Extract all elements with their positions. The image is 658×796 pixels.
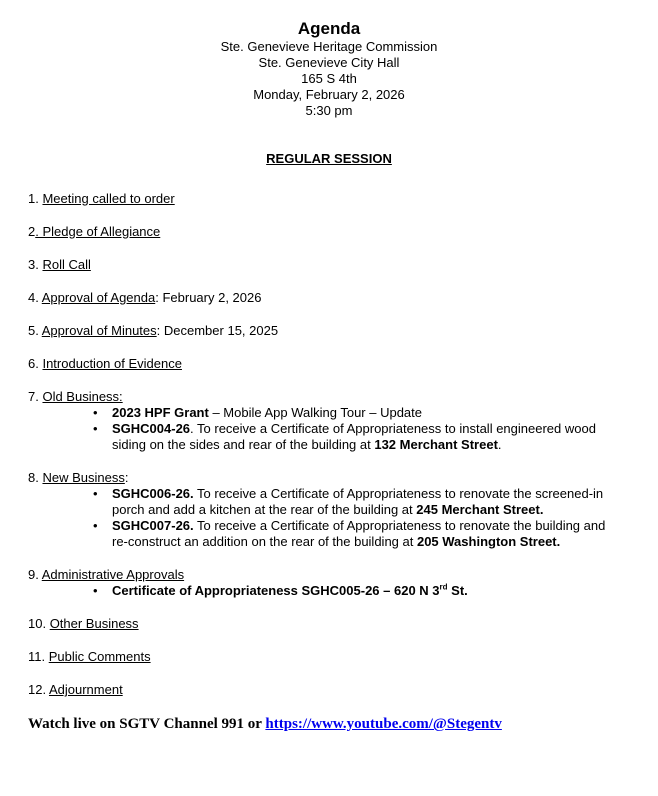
- agenda-item-5: [28, 323, 640, 339]
- item-number: 5.: [28, 323, 42, 338]
- item-label: Approval of Agenda: [41, 290, 156, 305]
- item-number: 12.: [28, 682, 49, 697]
- agenda-item-7: [28, 389, 640, 453]
- item-number: 9.: [28, 567, 42, 582]
- agenda-item-8: [28, 470, 640, 550]
- item-label: . Pledge of Allegiance: [35, 224, 161, 239]
- item-label: Meeting called to order: [42, 191, 175, 206]
- agenda-item-4: [28, 290, 640, 306]
- item-number: 11.: [28, 649, 49, 664]
- footer-text: Watch live on SGTV Channel 991 or: [28, 716, 266, 732]
- item-number: 2: [28, 224, 36, 239]
- item-label: Other Business: [49, 616, 139, 631]
- item-suffix: : February 2, 2026: [155, 290, 262, 305]
- agenda-list: [28, 191, 640, 698]
- header-address: 165 S 4th: [301, 71, 357, 86]
- footer-note: [28, 715, 658, 734]
- item-label: Public Comments: [48, 649, 151, 664]
- bullet-list: [28, 583, 640, 599]
- agenda-item-6: [28, 356, 640, 372]
- page-title: Agenda: [297, 19, 361, 38]
- agenda-item-11: [28, 649, 640, 665]
- session-heading: REGULAR SESSION: [266, 151, 392, 166]
- document-header: [0, 18, 658, 119]
- bullet-icon: •: [93, 583, 98, 598]
- item-label: Adjournment: [48, 682, 123, 697]
- bullet-text: Certificate of Appropriateness SGHC005-26 – 620 N 3rd St.: [112, 582, 468, 598]
- item-suffix: :: [124, 470, 129, 485]
- agenda-item-12: [28, 682, 640, 698]
- bullet-icon: •: [93, 486, 98, 501]
- item-label: Roll Call: [42, 257, 91, 272]
- header-time: 5:30 pm: [305, 103, 353, 118]
- bullet-icon: •: [93, 421, 98, 436]
- item-number: 4.: [28, 290, 42, 305]
- item-label: Approval of Minutes: [41, 323, 157, 338]
- header-org: Ste. Genevieve Heritage Commission: [220, 39, 438, 54]
- item-label: Introduction of Evidence: [42, 356, 182, 371]
- ordinal-superscript: rd: [439, 582, 448, 592]
- item-number: 7.: [28, 389, 43, 404]
- item-suffix: : December 15, 2025: [156, 323, 279, 338]
- item-number: 3.: [28, 257, 43, 272]
- bullet-item: [28, 405, 640, 421]
- agenda-item-2: [28, 224, 640, 240]
- agenda-item-3: [28, 257, 640, 273]
- bullet-item: [28, 518, 640, 550]
- bullet-icon: •: [93, 518, 98, 533]
- youtube-link[interactable]: https://www.youtube.com/@Stegentv: [265, 716, 502, 732]
- item-label: Old Business:: [42, 389, 123, 404]
- agenda-item-1: [28, 191, 640, 207]
- bullet-text: SGHC006-26. To receive a Certificate of Appropriateness to renovate the screened-in porch and add a kitchen at the rear of the building at 245 Merchant Street.: [112, 486, 604, 517]
- agenda-item-10: [28, 616, 640, 632]
- header-venue: Ste. Genevieve City Hall: [258, 55, 400, 70]
- agenda-item-9: [28, 567, 640, 599]
- item-number: 8.: [28, 470, 43, 485]
- bullet-text: SGHC007-26. To receive a Certificate of Appropriateness to renovate the building and re-construct an addition on the rear of the building at 205 Washington Street.: [112, 518, 606, 549]
- bullet-item: [28, 486, 640, 518]
- item-number: 6.: [28, 356, 43, 371]
- header-date: Monday, February 2, 2026: [253, 87, 405, 102]
- bullet-text: 2023 HPF Grant – Mobile App Walking Tour – Update: [112, 405, 423, 420]
- item-label: New Business: [42, 470, 125, 485]
- bullet-list: [28, 405, 640, 453]
- bullet-item: [28, 421, 640, 453]
- bullet-icon: •: [93, 405, 98, 420]
- item-label: Administrative Approvals: [41, 567, 185, 582]
- bullet-text: SGHC004-26. To receive a Certificate of Appropriateness to install engineered wood siding on the sides and rear of the building at 132 Merchant Street.: [112, 421, 596, 452]
- bullet-list: [28, 486, 640, 550]
- item-number: 1.: [28, 191, 43, 206]
- bullet-item: [28, 583, 640, 599]
- item-number: 10.: [28, 616, 50, 631]
